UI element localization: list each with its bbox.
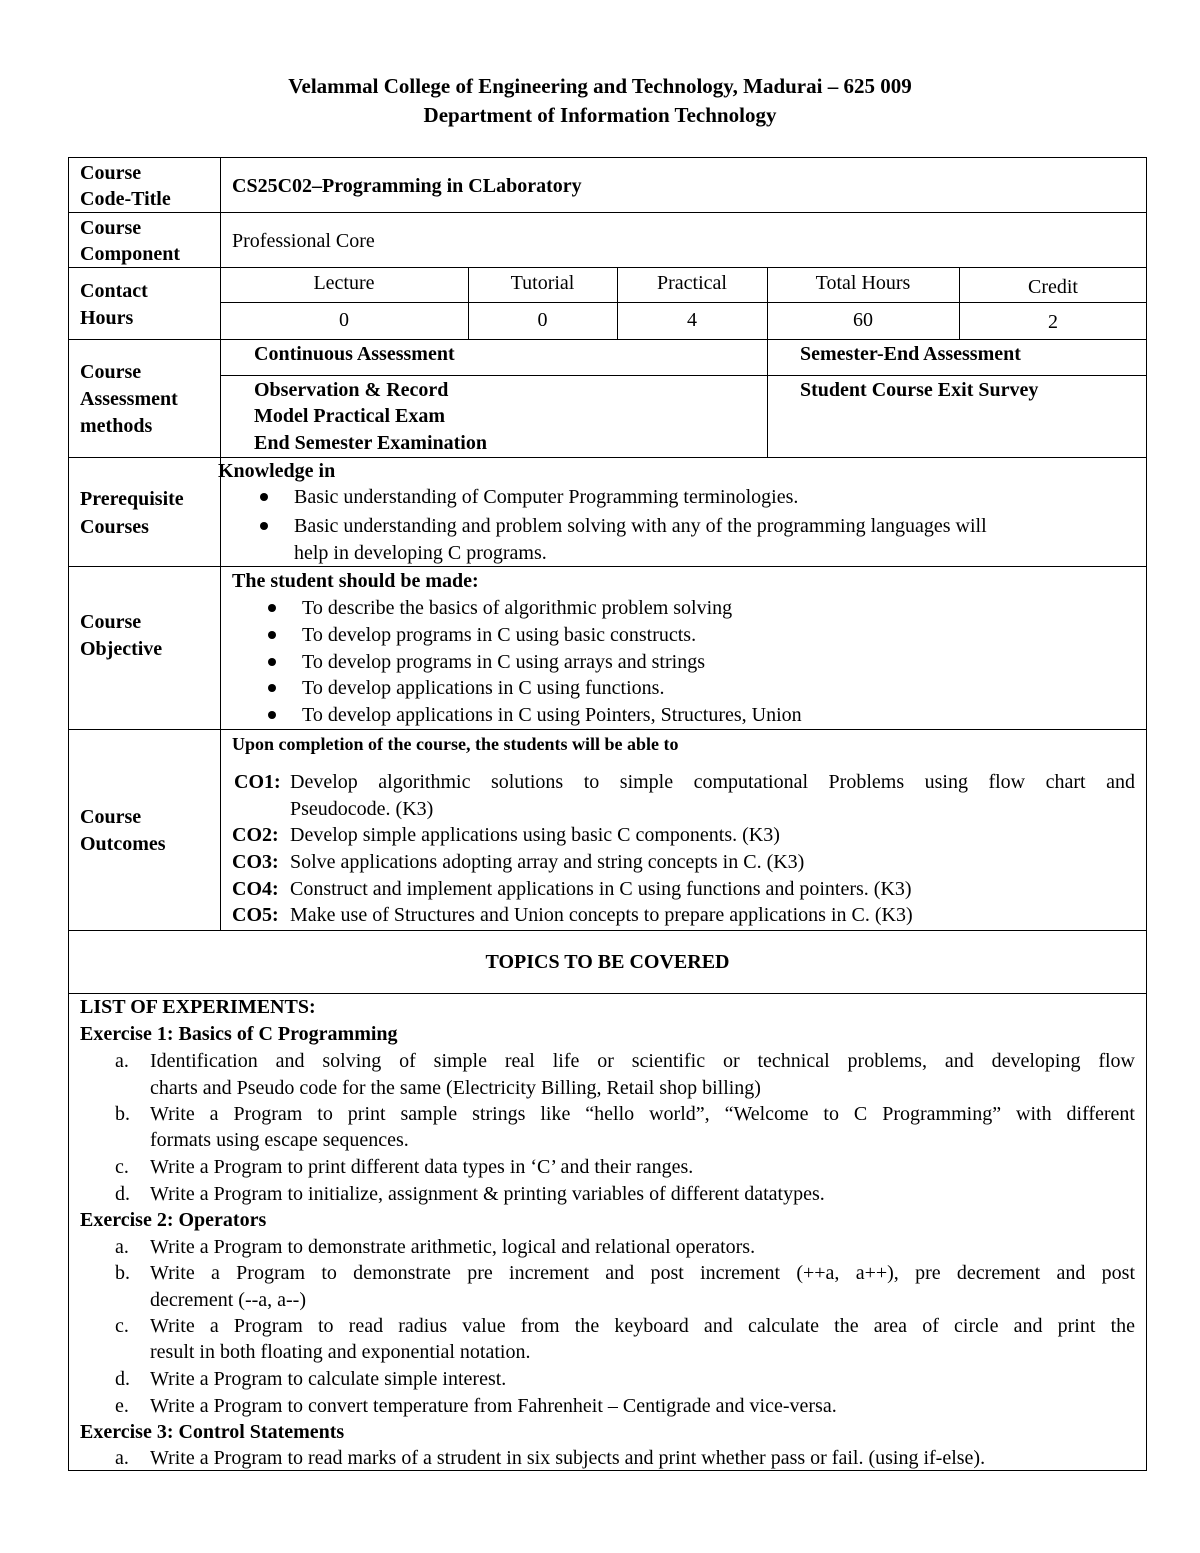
row-divider <box>68 729 1147 730</box>
outcomes-intro: Upon completion of the course, the students will be able to <box>232 734 679 754</box>
objective-item: To develop programs in C using arrays and strings <box>302 651 705 673</box>
assessment-label-3: methods <box>80 415 153 437</box>
hours-header-practical: Practical <box>657 272 727 294</box>
objective-item: To develop programs in C using basic constructs. <box>302 624 697 646</box>
experiment-item: Write a Program to calculate simple interest. <box>150 1368 507 1390</box>
row-divider <box>68 212 1147 213</box>
hours-header-lecture: Lecture <box>313 272 375 294</box>
co3-code: CO3: <box>232 851 279 873</box>
co4-code: CO4: <box>232 878 279 900</box>
bullet-icon <box>268 604 276 612</box>
row-divider <box>68 339 1147 340</box>
list-marker: e. <box>115 1395 129 1417</box>
experiment-item: Write a Program to print sample strings like “hello world”, “Welcome to C Programming” with different <box>150 1103 1135 1125</box>
hours-header-credit: Credit <box>1028 276 1078 298</box>
exercise-3-title: Exercise 3: Control Statements <box>80 1421 345 1443</box>
bullet-icon <box>268 711 276 719</box>
co3-text: Solve applications adopting array and string concepts in C. (K3) <box>290 851 805 873</box>
objective-label-2: Objective <box>80 638 163 660</box>
hours-value-credit: 2 <box>1048 311 1058 333</box>
document-header <box>0 72 1200 130</box>
list-marker: b. <box>115 1262 130 1284</box>
co1-text: Develop algorithmic solutions to simple computational Problems using flow chart and <box>290 771 1135 793</box>
contact-hours-label-2: Hours <box>80 307 134 329</box>
experiment-item-continuation: result in both floating and exponential notation. <box>150 1341 531 1363</box>
course-code-value: CS25C02–Programming in CLaboratory <box>232 175 582 197</box>
list-marker: b. <box>115 1103 130 1125</box>
hours-value-total: 60 <box>853 309 873 331</box>
co5-code: CO5: <box>232 904 279 926</box>
bullet-icon <box>260 493 268 501</box>
prerequisite-item: Basic understanding and problem solving with any of the programming languages will <box>294 515 987 537</box>
outcomes-label-2: Outcomes <box>80 833 166 855</box>
course-component-value: Professional Core <box>232 230 375 252</box>
prerequisite-item: Basic understanding of Computer Programming terminologies. <box>294 486 799 508</box>
prerequisite-label-1: Prerequisite <box>80 488 184 510</box>
experiment-item: Write a Program to read radius value from the keyboard and calculate the area of circle and print the <box>150 1315 1135 1337</box>
assessment-label-2: Assessment <box>80 388 178 410</box>
list-marker: c. <box>115 1315 129 1337</box>
semester-assessment-heading: Semester-End Assessment <box>800 343 1021 365</box>
exercise-2-title: Exercise 2: Operators <box>80 1209 267 1231</box>
list-marker: a. <box>115 1236 129 1258</box>
exercise-1-title: Exercise 1: Basics of C Programming <box>80 1023 398 1045</box>
experiment-item: Write a Program to demonstrate arithmetic, logical and relational operators. <box>150 1236 756 1258</box>
hours-value-practical: 4 <box>687 309 697 331</box>
experiment-item: Identification and solving of simple real life or scientific or technical problems, and developing flow <box>150 1050 1135 1072</box>
prerequisite-label-2: Courses <box>80 516 149 538</box>
experiment-item-continuation: formats using escape sequences. <box>150 1129 409 1151</box>
objective-item: To develop applications in C using Pointers, Structures, Union <box>302 704 802 726</box>
semester-item: Student Course Exit Survey <box>800 379 1039 401</box>
course-code-label-1: Course <box>80 162 142 184</box>
hours-header-tutorial: Tutorial <box>510 272 575 294</box>
college-name: Velammal College of Engineering and Technology, Madurai – 625 009 <box>288 74 912 98</box>
experiment-item-continuation: decrement (--a, a--) <box>150 1289 306 1311</box>
co5-text: Make use of Structures and Union concepts to prepare applications in C. (K3) <box>290 904 913 926</box>
bullet-icon <box>268 658 276 666</box>
hours-mid-divider <box>220 302 1147 303</box>
topics-heading: TOPICS TO BE COVERED <box>485 951 730 973</box>
hours-value-tutorial: 0 <box>537 309 548 331</box>
objective-label-1: Course <box>80 611 142 633</box>
row-divider <box>68 930 1147 931</box>
continuous-item: Model Practical Exam <box>254 405 446 427</box>
experiment-item: Write a Program to convert temperature from Fahrenheit – Centigrade and vice-versa. <box>150 1395 837 1417</box>
experiment-item-continuation: charts and Pseudo code for the same (Electricity Billing, Retail shop billing) <box>150 1077 761 1099</box>
list-marker: c. <box>115 1156 129 1178</box>
contact-hours-label-1: Contact <box>80 280 148 302</box>
experiment-item: Write a Program to print different data types in ‘C’ and their ranges. <box>150 1156 694 1178</box>
list-marker: d. <box>115 1183 130 1205</box>
co4-text: Construct and implement applications in C using functions and pointers. (K3) <box>290 878 912 900</box>
bullet-icon <box>268 684 276 692</box>
course-component-label-1: Course <box>80 217 142 239</box>
department-name: Department of Information Technology <box>423 103 777 127</box>
experiment-item: Write a Program to initialize, assignment & printing variables of different datatypes. <box>150 1183 825 1205</box>
prerequisite-intro: Knowledge in <box>218 460 336 482</box>
experiment-item: Write a Program to read marks of a strudent in six subjects and print whether pass or fail. (using if-else). <box>150 1447 986 1469</box>
outcomes-label-1: Course <box>80 806 142 828</box>
continuous-item: Observation & Record <box>254 379 449 401</box>
list-marker: a. <box>115 1050 129 1072</box>
hours-header-total: Total Hours <box>815 272 911 294</box>
assessment-mid-divider <box>220 375 1147 376</box>
co1-text-continuation: Pseudocode. (K3) <box>290 798 434 820</box>
continuous-item: End Semester Examination <box>254 432 487 454</box>
continuous-assessment-heading: Continuous Assessment <box>254 343 455 365</box>
experiments-heading: LIST OF EXPERIMENTS: <box>80 996 316 1018</box>
bullet-icon <box>260 522 268 530</box>
hours-value-lecture: 0 <box>339 309 349 331</box>
co2-code: CO2: <box>232 824 279 846</box>
course-component-label-2: Component <box>80 243 181 265</box>
list-marker: a. <box>115 1447 129 1469</box>
objective-item: To describe the basics of algorithmic problem solving <box>302 597 733 619</box>
co2-text: Develop simple applications using basic C components. (K3) <box>290 824 780 846</box>
bullet-icon <box>268 631 276 639</box>
objective-intro: The student should be made: <box>232 570 479 592</box>
assessment-label-1: Course <box>80 361 142 383</box>
prerequisite-item-continuation: help in developing C programs. <box>294 540 657 567</box>
co1-code: CO1: <box>234 771 281 793</box>
row-divider <box>68 267 1147 268</box>
list-marker: d. <box>115 1368 130 1390</box>
experiment-item: Write a Program to demonstrate pre increment and post increment (++a, a++), pre decrement and post <box>150 1262 1135 1284</box>
objective-item: To develop applications in C using functions. <box>302 677 665 699</box>
course-code-label-2: Code-Title <box>80 188 171 210</box>
